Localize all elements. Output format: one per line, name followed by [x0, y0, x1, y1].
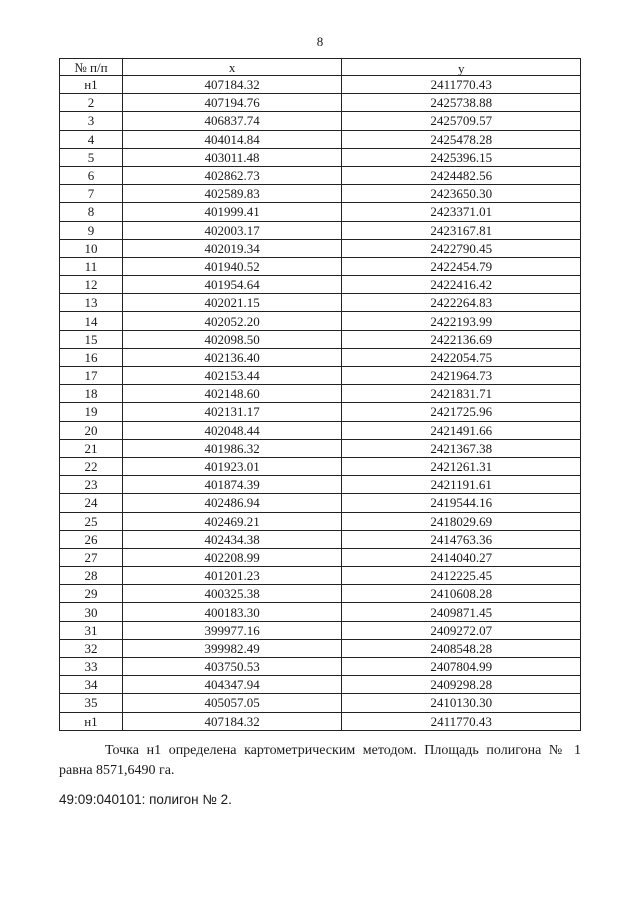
y-coordinate-cell: 2425478.28 [342, 130, 581, 148]
point-number-cell: 2 [60, 94, 123, 112]
table-row [60, 130, 581, 148]
point-number-cell: 6 [60, 166, 123, 184]
x-coordinate-cell: 401954.64 [122, 276, 342, 294]
header-point-number: № п/п [60, 59, 123, 76]
table-row [60, 585, 581, 603]
x-coordinate-cell: 402486.94 [122, 494, 342, 512]
y-coordinate-cell: 2421831.71 [342, 385, 581, 403]
table-row [60, 494, 581, 512]
point-number-cell: 31 [60, 621, 123, 639]
point-number-cell: 34 [60, 676, 123, 694]
x-coordinate-cell: 401923.01 [122, 457, 342, 475]
point-number-cell: 33 [60, 658, 123, 676]
header-x: x [122, 59, 342, 76]
point-number-cell: 18 [60, 385, 123, 403]
table-row [60, 457, 581, 475]
x-coordinate-cell: 401999.41 [122, 203, 342, 221]
x-coordinate-cell: 399977.16 [122, 621, 342, 639]
y-coordinate-cell: 2422790.45 [342, 239, 581, 257]
y-coordinate-cell: 2423371.01 [342, 203, 581, 221]
y-coordinate-cell: 2422454.79 [342, 257, 581, 275]
y-coordinate-cell: 2422136.69 [342, 330, 581, 348]
x-coordinate-cell: 404347.94 [122, 676, 342, 694]
x-coordinate-cell: 402131.17 [122, 403, 342, 421]
table-body [60, 76, 581, 731]
table-row [60, 658, 581, 676]
y-coordinate-cell: 2412225.45 [342, 567, 581, 585]
point-number-cell: н1 [60, 712, 123, 730]
y-coordinate-cell: 2414040.27 [342, 548, 581, 566]
point-number-cell: 9 [60, 221, 123, 239]
point-number-cell: 13 [60, 294, 123, 312]
table-row [60, 276, 581, 294]
x-coordinate-cell: 407194.76 [122, 94, 342, 112]
x-coordinate-cell: 402434.38 [122, 530, 342, 548]
x-coordinate-cell: 402589.83 [122, 185, 342, 203]
table-header-row [60, 59, 581, 76]
point-number-cell: 12 [60, 276, 123, 294]
point-number-cell: н1 [60, 76, 123, 94]
table-row [60, 476, 581, 494]
table-row [60, 312, 581, 330]
table-row [60, 403, 581, 421]
x-coordinate-cell: 407184.32 [122, 712, 342, 730]
x-coordinate-cell: 402148.60 [122, 385, 342, 403]
table-row [60, 330, 581, 348]
x-coordinate-cell: 407184.32 [122, 76, 342, 94]
y-coordinate-cell: 2425709.57 [342, 112, 581, 130]
point-number-cell: 23 [60, 476, 123, 494]
x-coordinate-cell: 402098.50 [122, 330, 342, 348]
x-coordinate-cell: 402019.34 [122, 239, 342, 257]
table-row [60, 385, 581, 403]
point-number-cell: 24 [60, 494, 123, 512]
point-number-cell: 16 [60, 348, 123, 366]
y-coordinate-cell: 2411770.43 [342, 76, 581, 94]
table-row [60, 94, 581, 112]
y-coordinate-cell: 2421491.66 [342, 421, 581, 439]
y-coordinate-cell: 2424482.56 [342, 166, 581, 184]
point-number-cell: 15 [60, 330, 123, 348]
y-coordinate-cell: 2409298.28 [342, 676, 581, 694]
y-coordinate-cell: 2421261.31 [342, 457, 581, 475]
table-row [60, 676, 581, 694]
page-number: 8 [316, 34, 324, 49]
point-number-cell: 19 [60, 403, 123, 421]
table-row [60, 294, 581, 312]
x-coordinate-cell: 402208.99 [122, 548, 342, 566]
point-number-cell: 21 [60, 439, 123, 457]
table-row [60, 639, 581, 657]
table-row [60, 694, 581, 712]
table-row [60, 76, 581, 94]
area-statement: Точка н1 определена картометрическим методом. Площадь полигона № 1 равна 8571,6490 га. [59, 743, 581, 778]
x-coordinate-cell: 402153.44 [122, 367, 342, 385]
polygon-heading: 49:09:040101: полигон № 2. [59, 792, 232, 807]
point-number-cell: 26 [60, 530, 123, 548]
point-number-cell: 27 [60, 548, 123, 566]
header-y: y [342, 59, 581, 76]
table-row [60, 148, 581, 166]
table-row [60, 548, 581, 566]
x-coordinate-cell: 401940.52 [122, 257, 342, 275]
table-row [60, 203, 581, 221]
point-number-cell: 8 [60, 203, 123, 221]
y-coordinate-cell: 2410608.28 [342, 585, 581, 603]
y-coordinate-cell: 2414763.36 [342, 530, 581, 548]
x-coordinate-cell: 403011.48 [122, 148, 342, 166]
point-number-cell: 17 [60, 367, 123, 385]
table-row [60, 166, 581, 184]
point-number-cell: 22 [60, 457, 123, 475]
y-coordinate-cell: 2422416.42 [342, 276, 581, 294]
table-row [60, 621, 581, 639]
table-row [60, 348, 581, 366]
point-number-cell: 28 [60, 567, 123, 585]
x-coordinate-cell: 402021.15 [122, 294, 342, 312]
x-coordinate-cell: 401986.32 [122, 439, 342, 457]
table-row [60, 239, 581, 257]
coordinates-table [59, 58, 581, 731]
y-coordinate-cell: 2408548.28 [342, 639, 581, 657]
point-number-cell: 32 [60, 639, 123, 657]
point-number-cell: 14 [60, 312, 123, 330]
x-coordinate-cell: 402136.40 [122, 348, 342, 366]
y-coordinate-cell: 2411770.43 [342, 712, 581, 730]
x-coordinate-cell: 400183.30 [122, 603, 342, 621]
x-coordinate-cell: 402052.20 [122, 312, 342, 330]
y-coordinate-cell: 2419544.16 [342, 494, 581, 512]
table-row [60, 185, 581, 203]
point-number-cell: 11 [60, 257, 123, 275]
point-number-cell: 30 [60, 603, 123, 621]
table-row [60, 512, 581, 530]
x-coordinate-cell: 401201.23 [122, 567, 342, 585]
y-coordinate-cell: 2410130.30 [342, 694, 581, 712]
table-row [60, 567, 581, 585]
table-row [60, 367, 581, 385]
y-coordinate-cell: 2407804.99 [342, 658, 581, 676]
y-coordinate-cell: 2425396.15 [342, 148, 581, 166]
y-coordinate-cell: 2421367.38 [342, 439, 581, 457]
point-number-cell: 7 [60, 185, 123, 203]
x-coordinate-cell: 401874.39 [122, 476, 342, 494]
x-coordinate-cell: 402048.44 [122, 421, 342, 439]
y-coordinate-cell: 2423650.30 [342, 185, 581, 203]
y-coordinate-cell: 2422193.99 [342, 312, 581, 330]
x-coordinate-cell: 402003.17 [122, 221, 342, 239]
table-row [60, 112, 581, 130]
table-row [60, 439, 581, 457]
point-number-cell: 25 [60, 512, 123, 530]
point-number-cell: 4 [60, 130, 123, 148]
table-row [60, 221, 581, 239]
y-coordinate-cell: 2421964.73 [342, 367, 581, 385]
y-coordinate-cell: 2418029.69 [342, 512, 581, 530]
table-row [60, 603, 581, 621]
point-number-cell: 35 [60, 694, 123, 712]
table-row [60, 257, 581, 275]
point-number-cell: 29 [60, 585, 123, 603]
y-coordinate-cell: 2425738.88 [342, 94, 581, 112]
y-coordinate-cell: 2409871.45 [342, 603, 581, 621]
x-coordinate-cell: 403750.53 [122, 658, 342, 676]
point-number-cell: 5 [60, 148, 123, 166]
point-number-cell: 20 [60, 421, 123, 439]
x-coordinate-cell: 404014.84 [122, 130, 342, 148]
y-coordinate-cell: 2421725.96 [342, 403, 581, 421]
x-coordinate-cell: 402862.73 [122, 166, 342, 184]
x-coordinate-cell: 399982.49 [122, 639, 342, 657]
point-number-cell: 10 [60, 239, 123, 257]
y-coordinate-cell: 2421191.61 [342, 476, 581, 494]
x-coordinate-cell: 400325.38 [122, 585, 342, 603]
y-coordinate-cell: 2409272.07 [342, 621, 581, 639]
x-coordinate-cell: 406837.74 [122, 112, 342, 130]
table-row [60, 712, 581, 730]
y-coordinate-cell: 2423167.81 [342, 221, 581, 239]
x-coordinate-cell: 405057.05 [122, 694, 342, 712]
y-coordinate-cell: 2422054.75 [342, 348, 581, 366]
point-number-cell: 3 [60, 112, 123, 130]
table-row [60, 421, 581, 439]
y-coordinate-cell: 2422264.83 [342, 294, 581, 312]
x-coordinate-cell: 402469.21 [122, 512, 342, 530]
table-row [60, 530, 581, 548]
